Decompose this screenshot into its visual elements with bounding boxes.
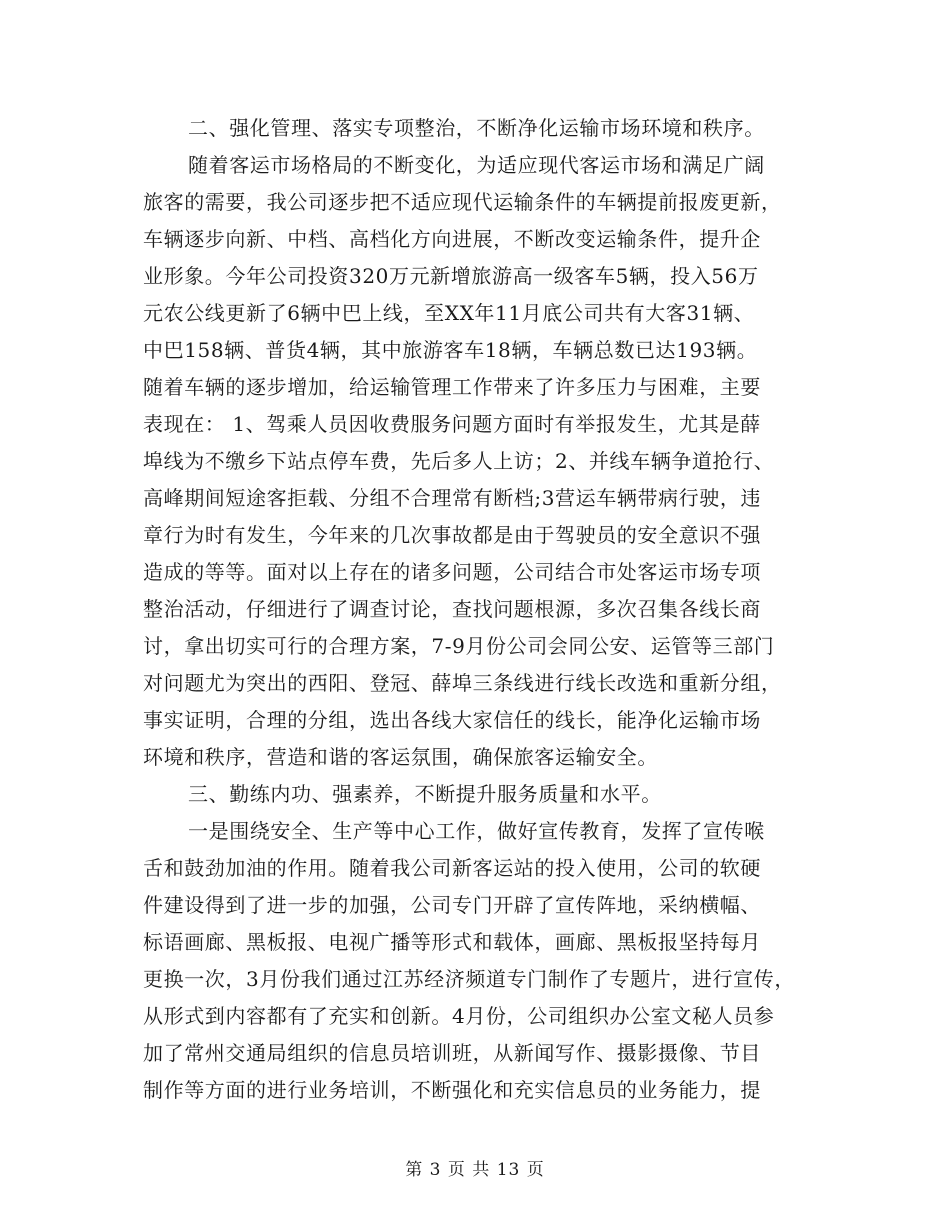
paragraph-line: 加了常州交通局组织的信息员培训班，从新闻写作、摄影摄像、节目 <box>143 1041 761 1065</box>
paragraph-line: 整治活动，仔细进行了调查讨论，查找问题根源，多次召集各线长商 <box>143 597 761 621</box>
paragraph-line: 从形式到内容都有了充实和创新。4月份，公司组织办公室文秘人员参 <box>143 1004 775 1028</box>
paragraph-line: 随着客运市场格局的不断变化，为适应现代客运市场和满足广阔 <box>188 153 765 177</box>
paragraph-line: 制作等方面的进行业务培训，不断强化和充实信息员的业务能力，提 <box>143 1078 761 1102</box>
paragraph-line: 事实证明，合理的分组，选出各线大家信任的线长，能净化运输市场 <box>143 708 761 732</box>
paragraph-line: 业形象。今年公司投资320万元新增旅游高一级客车5辆，投入56万 <box>143 264 759 288</box>
paragraph-line: 造成的等等。面对以上存在的诸多问题，公司结合市处客运市场专项 <box>143 560 761 584</box>
paragraph-line: 高峰期间短途客拒载、分组不合理常有断档;3营运车辆带病行驶，违 <box>143 486 762 510</box>
paragraph-line: 标语画廊、黑板报、电视广播等形式和载体，画廊、黑板报坚持每月 <box>143 930 761 954</box>
paragraph-line: 元农公线更新了6辆中巴上线，至XX年11月底公司共有大客31辆、 <box>143 301 755 325</box>
section-heading-2: 二、强化管理、落实专项整治，不断净化运输市场环境和秩序。 <box>188 116 765 140</box>
page-number-footer: 第 3 页 共 13 页 <box>405 1160 545 1180</box>
paragraph-line: 旅客的需要，我公司逐步把不适应现代运输条件的车辆提前报废更新， <box>143 190 782 214</box>
paragraph-line: 讨，拿出切实可行的合理方案，7-9月份公司会同公安、运管等三部门 <box>143 634 775 658</box>
paragraph-line: 一是围绕安全、生产等中心工作，做好宣传教育，发挥了宣传喉 <box>188 819 765 843</box>
paragraph-line: 表现在： 1、驾乘人员因收费服务问题方面时有举报发生，尤其是薛 <box>143 412 761 436</box>
paragraph-line: 车辆逐步向新、中档、高档化方向进展，不断改变运输条件，提升企 <box>143 227 761 251</box>
section-heading-3: 三、勤练内功、强素养，不断提升服务质量和水平。 <box>188 782 662 806</box>
paragraph-line: 舌和鼓劲加油的作用。随着我公司新客运站的投入使用，公司的软硬 <box>143 856 761 880</box>
paragraph-line: 更换一次，3月份我们通过江苏经济频道专门制作了专题片，进行宣传， <box>143 967 795 991</box>
paragraph-line: 对问题尤为突出的西阳、登冠、薛埠三条线进行线长改选和重新分组， <box>143 671 782 695</box>
paragraph-line: 中巴158辆、普货4辆，其中旅游客车18辆，车辆总数已达193辆。 <box>143 338 758 362</box>
paragraph-line: 环境和秩序，营造和谐的客运氛围，确保旅客运输安全。 <box>143 745 658 769</box>
paragraph-line: 随着车辆的逐步增加，给运输管理工作带来了许多压力与困难，主要 <box>143 375 761 399</box>
paragraph-line: 章行为时有发生，今年来的几次事故都是由于驾驶员的安全意识不强 <box>143 523 761 547</box>
paragraph-line: 埠线为不缴乡下站点停车费，先后多人上访；2、并线车辆争道抢行、 <box>143 449 775 473</box>
paragraph-line: 件建设得到了进一步的加强，公司专门开辟了宣传阵地，采纳横幅、 <box>143 893 761 917</box>
